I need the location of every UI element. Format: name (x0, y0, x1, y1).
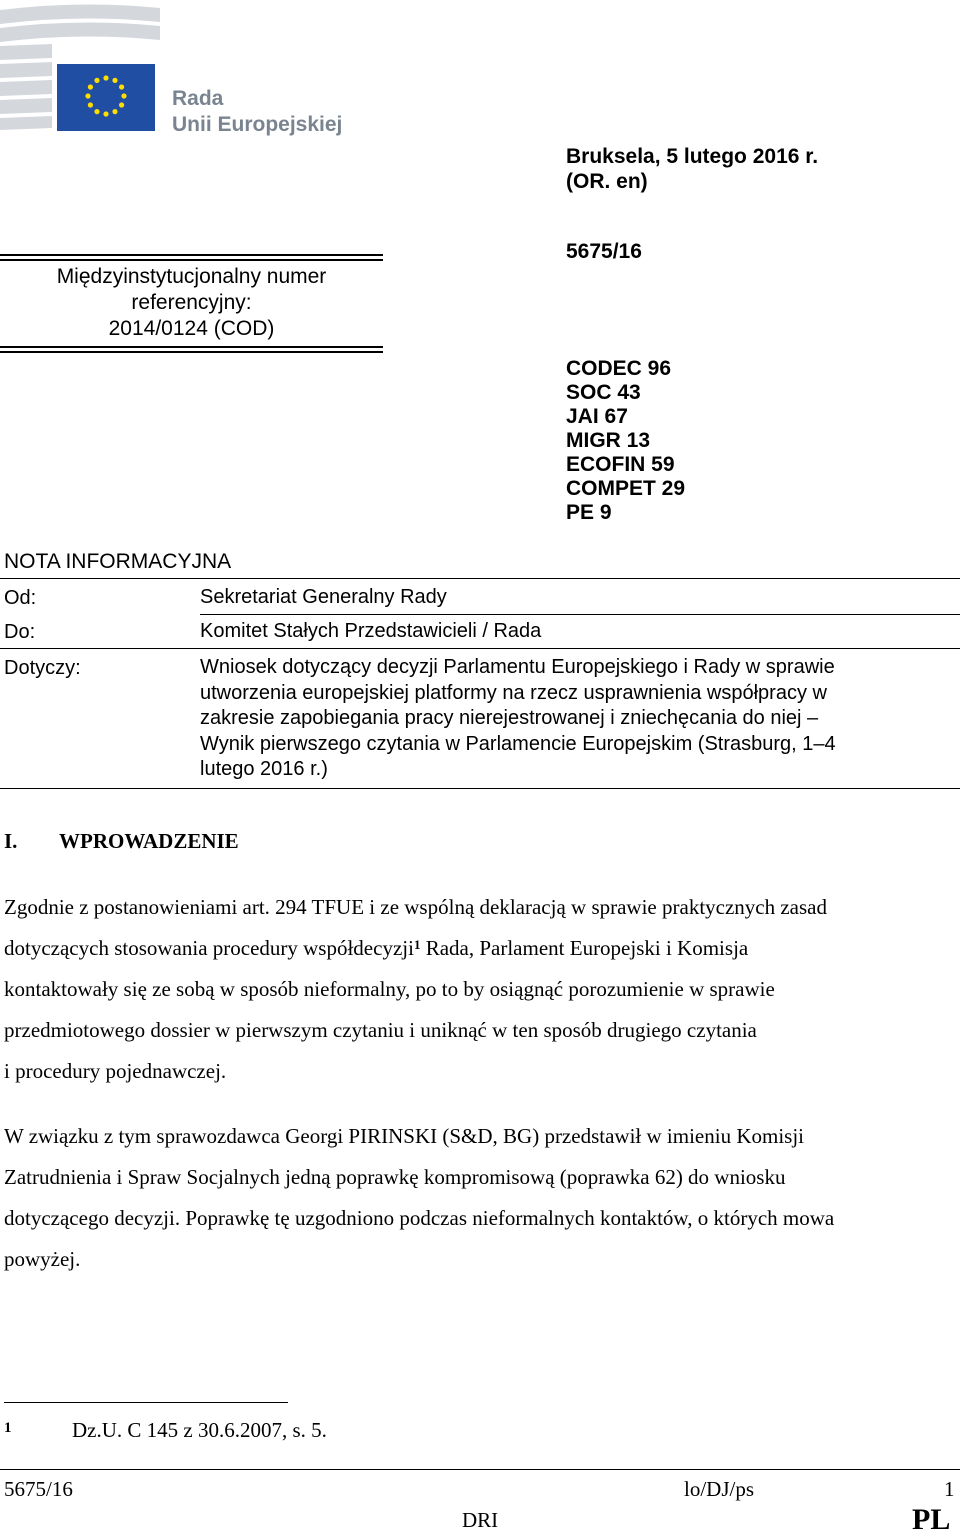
divider (200, 614, 960, 615)
place-date: Bruksela, 5 lutego 2016 r. (566, 145, 819, 168)
council-logo (0, 0, 160, 135)
paragraph-line: Zgodnie z postanowieniami art. 294 TFUE i ze wspólną deklaracją w sprawie praktycznych zasad (4, 895, 827, 919)
paragraph-text: dotyczących stosowania procedury współdecyzji (4, 936, 414, 960)
footnote-ref: 1 (413, 937, 421, 952)
interinst-line1: Międzyinstytucjonalny numer (56, 265, 327, 288)
interinstitutional-reference (0, 264, 383, 342)
code-item: PE 9 (566, 501, 612, 524)
paragraph-line: kontaktowały się ze sobą w sposób nieformalny, po to by osiągnąć porozumienie w sprawie (4, 977, 775, 1001)
paragraph-1 (4, 887, 954, 1092)
divider (0, 578, 960, 579)
classification-codes (566, 357, 685, 525)
divider (0, 788, 960, 789)
footer-rule (0, 1469, 960, 1470)
subject-line: Wniosek dotyczący decyzji Parlamentu Europejskiego i Rady w sprawie (200, 656, 835, 678)
paragraph-line: dotyczącego decyzji. Poprawkę tę uzgodniono podczas nieformalnych kontaktów, o których mowa (4, 1206, 835, 1230)
subject-line: lutego 2016 r.) (200, 758, 328, 780)
org-name-line1: Rada (172, 87, 224, 110)
footer-language: PL (912, 1503, 951, 1536)
subject-label: Dotyczy: (4, 657, 81, 679)
interinst-line2: referencyjny: (131, 291, 252, 314)
code-item: SOC 43 (566, 381, 641, 404)
subject-line: zakresie zapobiegania pracy nierejestrowanej i zniechęcania do niej – (200, 707, 819, 729)
paragraph-line (4, 928, 954, 969)
double-rule-bottom (0, 346, 383, 353)
original-language: (OR. en) (566, 170, 648, 193)
paragraph-line: i procedury pojednawczej. (4, 1059, 227, 1083)
code-item: MIGR 13 (566, 429, 651, 452)
subject-line: Wynik pierwszego czytania w Parlamencie Europejskim (Strasburg, 1–4 (200, 732, 836, 755)
code-item: JAI 67 (566, 405, 628, 428)
eu-flag (57, 64, 155, 131)
divider (0, 648, 960, 649)
code-item: COMPET 29 (566, 477, 686, 500)
paragraph-line: Zatrudnienia i Spraw Socjalnych jedną poprawkę kompromisową (poprawka 62) do wniosku (4, 1165, 786, 1189)
paragraph-2 (4, 1116, 954, 1280)
org-name-line2: Unii Europejskiej (172, 113, 343, 136)
document-number: 5675/16 (566, 240, 642, 263)
org-name (172, 86, 342, 138)
to-value: Komitet Stałych Przedstawicieli / Rada (200, 620, 542, 642)
interinst-line3: 2014/0124 (COD) (108, 317, 275, 340)
paragraph-line: W związku z tym sprawozdawca Georgi PIRINSKI (S&D, BG) przedstawił w imieniu Komisji (4, 1124, 804, 1148)
footnote-text: Dz.U. C 145 z 30.6.2007, s. 5. (72, 1418, 327, 1442)
code-item: CODEC 96 (566, 357, 672, 380)
paragraph-line: przedmiotowego dossier w pierwszym czytaniu i uniknąć w ten sposób drugiego czytania (4, 1018, 757, 1042)
section-heading (4, 829, 239, 854)
paragraph-line: powyżej. (4, 1247, 81, 1271)
code-item: ECOFIN 59 (566, 453, 675, 476)
section-title: WPROWADZENIE (59, 829, 239, 853)
footer-page-number: 1 (944, 1477, 955, 1501)
footnote-number: 1 (4, 1420, 12, 1436)
to-label: Do: (4, 621, 36, 643)
footer-department: DRI (462, 1508, 499, 1532)
subject-line: utworzenia europejskiej platformy na rzecz usprawnienia współpracy w (200, 681, 827, 704)
paragraph-text: Rada, Parlament Europejski i Komisja (420, 936, 749, 960)
footer-initials: lo/DJ/ps (684, 1477, 755, 1501)
footnote-separator (4, 1402, 288, 1403)
footer-doc-number: 5675/16 (4, 1477, 73, 1501)
from-label: Od: (4, 587, 37, 609)
from-value: Sekretariat Generalny Rady (200, 586, 447, 608)
section-number: I. (4, 829, 18, 853)
double-rule-top (0, 254, 383, 261)
note-title: NOTA INFORMACYJNA (4, 550, 232, 573)
subject-value (200, 655, 940, 783)
